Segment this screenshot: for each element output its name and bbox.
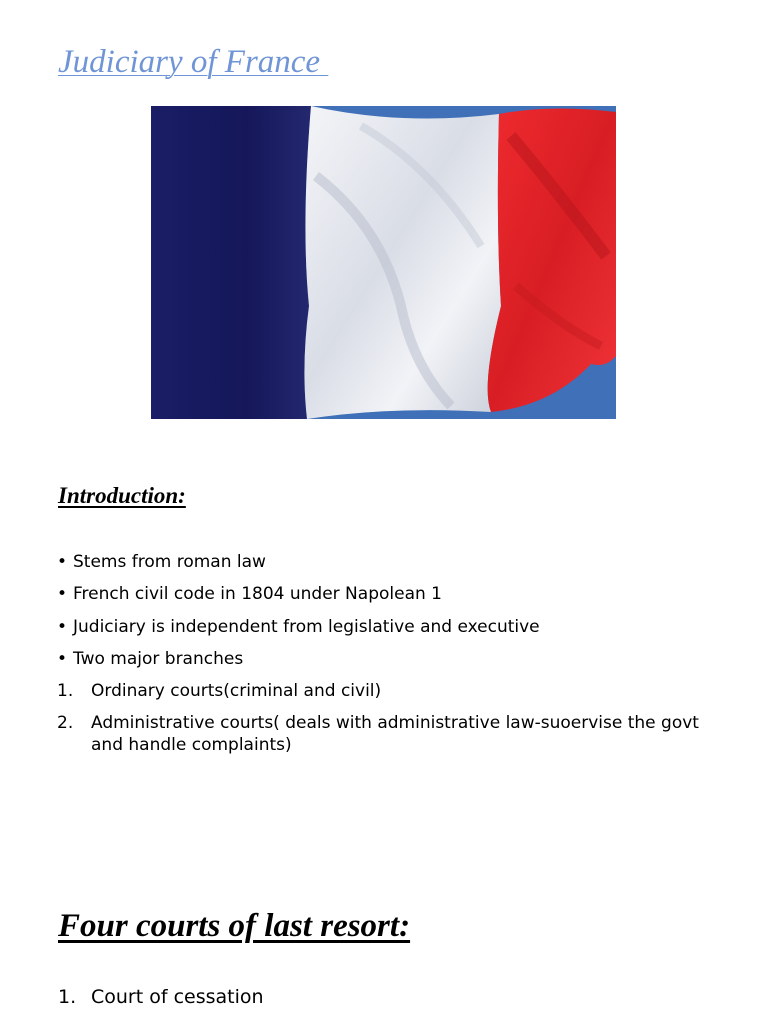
number-marker: 1.	[57, 681, 74, 702]
bullet-marker: •	[57, 584, 68, 605]
list-item-text: Court of cessation	[91, 986, 264, 1008]
courts-heading: Four courts of last resort:	[58, 908, 411, 944]
list-item	[57, 712, 717, 756]
number-marker: 2.	[57, 713, 74, 734]
document-title: Judiciary of France	[58, 44, 329, 80]
list-item-text: Administrative courts( deals with administrative law-suoervise the govt and handle complaints)	[91, 713, 699, 756]
list-item-text: Judiciary is independent from legislative and executive	[73, 616, 540, 637]
introduction-heading: Introduction:	[58, 483, 186, 508]
list-item	[57, 551, 717, 573]
introduction-list	[57, 551, 717, 767]
list-item-text: Two major branches	[73, 648, 244, 669]
list-item	[57, 648, 717, 670]
bullet-marker: •	[57, 552, 68, 572]
flag-blue-band	[151, 106, 311, 419]
number-marker: 1.	[58, 986, 77, 1008]
list-item	[57, 583, 717, 605]
flag-graphic	[151, 106, 616, 419]
list-item	[57, 616, 717, 638]
courts-list	[58, 984, 264, 1010]
bullet-marker: •	[57, 648, 68, 669]
france-flag-image	[151, 106, 616, 419]
list-item-text: French civil code in 1804 under Napolean 1	[73, 584, 442, 605]
list-item-text: Stems from roman law	[73, 552, 266, 572]
list-item	[57, 680, 717, 702]
list-item	[58, 984, 264, 1010]
list-item-text: Ordinary courts(criminal and civil)	[91, 681, 382, 702]
bullet-marker: •	[57, 616, 68, 637]
